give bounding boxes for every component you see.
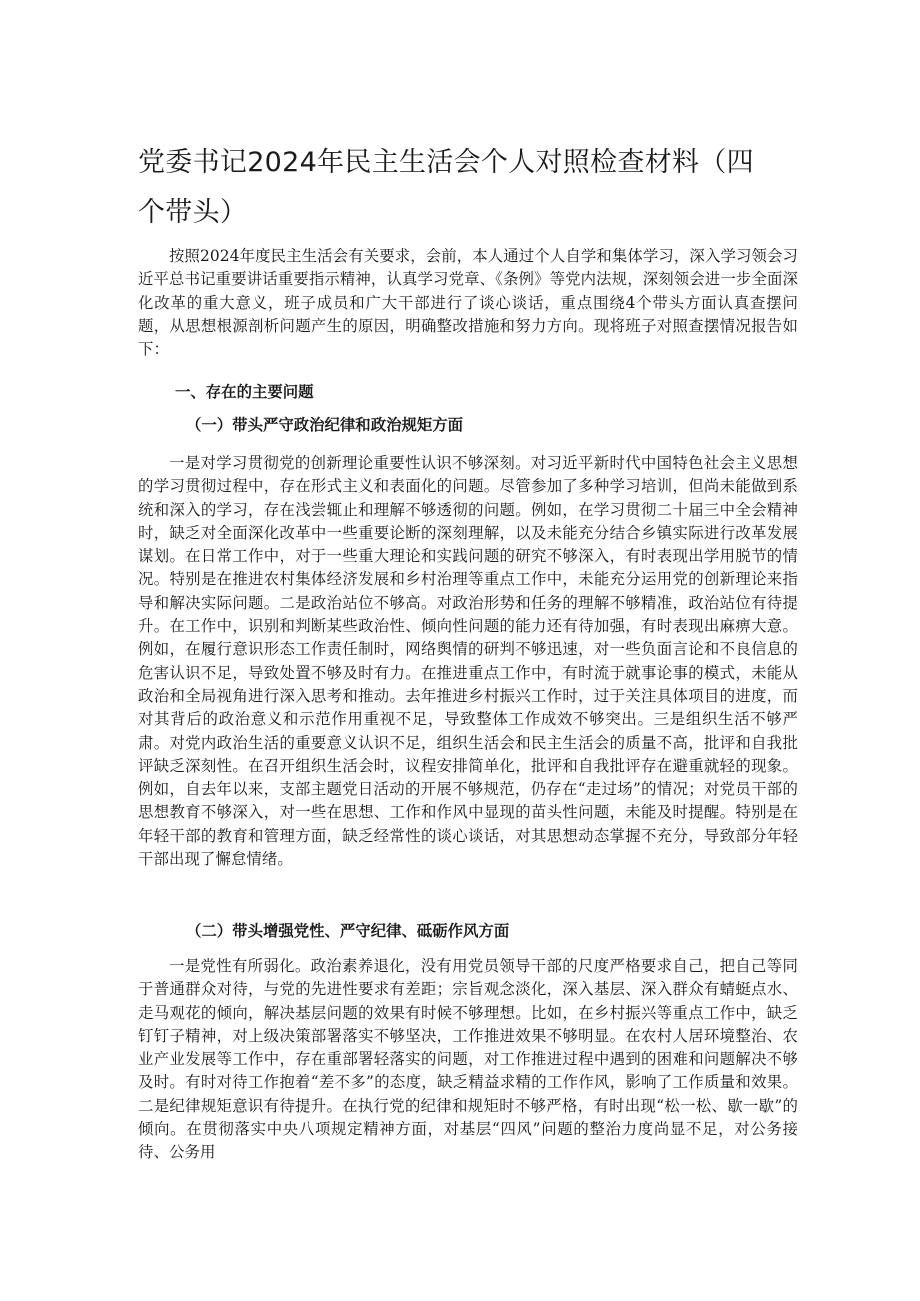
document-title: 党委书记2024年民主生活会个人对照检查材料（四个带头） [138,147,754,228]
subsection-heading-party-spirit: （二）带头增强党性、严守纪律、砥砺作风方面 [186,922,510,940]
body-paragraph-political-discipline: 一是对学习贯彻党的创新理论重要性认识不够深刻。对习近平新时代中国特色社会主义思想的学习贯彻过程中，存在形式主义和表面化的问题。尽管参加了多种学习培训，但尚未能做到系统和深入的学习，存在浅尝辄止和理解不够透彻的问题。例如，在学习贯彻二十届三中全会精神时，缺乏对全面深化改革中一些重要论断的深刻理解，以及未能充分结合乡镇实际进行改革发展谋划。在日常工作中，对于一些重大理论和实践问题的研究不够深入，有时表现出学用脱节的情况。特别是在推进农村集体经济发展和乡村治理等重点工作中，未能充分运用党的创新理论来指导和解决实际问题。二是政治站位不够高。对政治形势和任务的理解不够精准，政治站位有待提升。在工作中，识别和判断某些政治性、倾向性问题的能力还有待加强，有时表现出麻痹大意。例如，在履行意识形态工作责任制时，网络舆情的研判不够迅速，对一些负面言论和不良信息的危害认识不足，导致处置不够及时有力。在推进重点工作中，有时流于就事论事的模式，未能从政治和全局视角进行深入思考和推动。去年推进乡村振兴工作时，过于关注具体项目的进度，而对其背后的政治意义和示范作用重视不足，导致整体工作成效不够突出。三是组织生活不够严肃。对党内政治生活的重要意义认识不足，组织生活会和民主生活会的质量不高，批评和自我批评缺乏深刻性。在召开组织生活会时，议程安排简单化，批评和自我批评存在避重就轻的现象。例如，自去年以来，支部主题党日活动的开展不够规范，仍存在“走过场”的情况；对党员干部的思想教育不够深入，对一些在思想、工作和作风中显现的苗头性问题，未能及时提醒。特别是在年轻干部的教育和管理方面，缺乏经常性的谈心谈话，对其思想动态掌握不充分，导致部分年轻干部出现了懈怠情绪。 [138,454,798,869]
section-heading-main-problems: 一、存在的主要问题 [175,383,314,401]
subsection-heading-political-discipline: （一）带头严守政治纪律和政治规矩方面 [186,416,464,434]
intro-paragraph: 按照2024年度民主生活会有关要求，会前，本人通过个人自学和集体学习，深入学习领会习近平总书记重要讲话重要指示精神，认真学习党章、《条例》等党内法规，深刻领会进一步全面深化改革的重大意义，班子成员和广大干部进行了谈心谈话，重点围绕4个带头方面认真查摆问题，从思想根源剖析问题产生的原因，明确整改措施和努力方向。现将班子对照查摆情况报告如下： [138,247,798,359]
body-paragraph-party-spirit: 一是党性有所弱化。政治素养退化，没有用党员领导干部的尺度严格要求自己，把自己等同于普通群众对待，与党的先进性要求有差距；宗旨观念淡化，深入基层、深入群众有蜻蜓点水、走马观花的倾向，解决基层问题的效果有时候不够理想。比如，在乡村振兴等重点工作中，缺乏钉钉子精神，对上级决策部署落实不够坚决，工作推进效果不够明显。在农村人居环境整治、农业产业发展等工作中，存在重部署轻落实的问题，对工作推进过程中遇到的困难和问题解决不够及时。有时对待工作抱着“差不多”的态度，缺乏精益求精的工作作风，影响了工作质量和效果。二是纪律规矩意识有待提升。在执行党的纪律和规矩时不够严格，有时出现“松一松、歇一歇”的倾向。在贯彻落实中央八项规定精神方面，对基层“四风”问题的整治力度尚显不足，对公务接待、公务用 [138,957,798,1162]
